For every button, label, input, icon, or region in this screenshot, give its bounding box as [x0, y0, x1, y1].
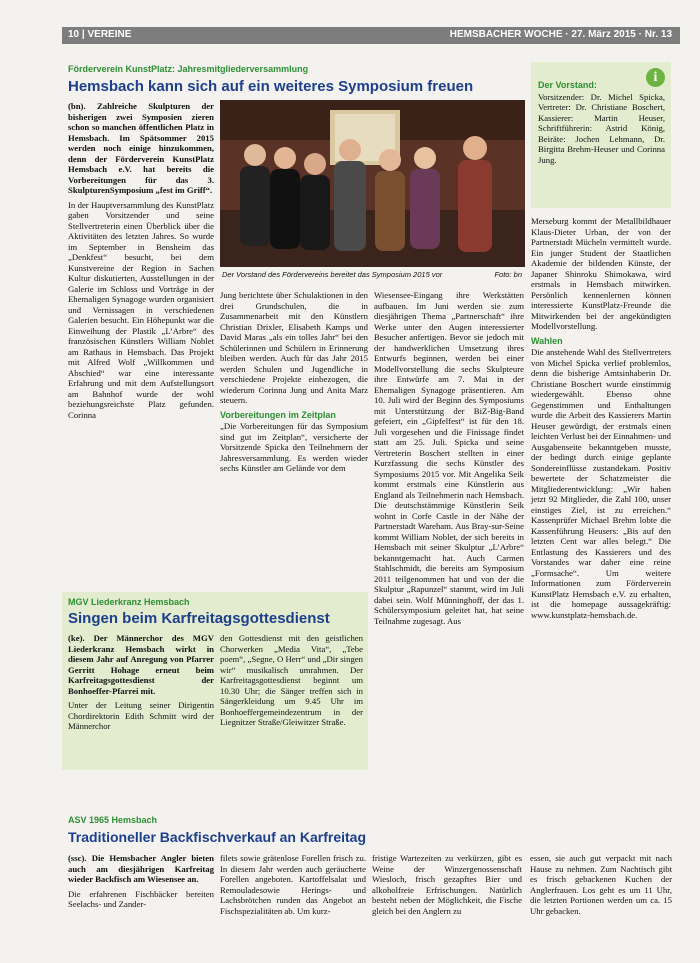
article1-col4-text: Merseburg kommt der Metallbildhauer Klaus-Dieter Urban, der von der Partnerstadt Mücheln vermittelt wurde. Ein junger Student der Staatlichen Akademie der bildenden Künste, der Japaner Shinroku Shimokawa, wird erstmals in Hemsbach mitwirken. Persönlich kennenlernen können interessierte KunstPlatz-Freunde die Mitwirkenden bei der angekündigten Modellvorstellung.: [531, 216, 671, 331]
article3-column-2: [220, 853, 366, 916]
header-section: 10 | VEREINE: [68, 29, 132, 40]
article3-col3-text: fristige Wartezeiten zu verkürzen, gibt es Weine der Winzergenossenschaft Wiesloch, frisch gezapftes Bier und alkoholfreie Erfrischungen. Natürlich besteht neben der Möglichkeit, die Fische gleich bei den Anglern zu: [372, 853, 522, 916]
article3-column-3: [372, 853, 522, 916]
article3-headline: Traditioneller Backfischverkauf an Karfreitag: [68, 829, 366, 845]
article2-headline: Singen beim Karfreitagsgottesdienst: [68, 610, 330, 627]
article2-lead: (ke). Der Männerchor des MGV Liederkranz Hemsbach wirkt in diesem Jahr auf Anregung von Pfarrer Gerritt Hohage erneut beim Karfreitagsgottesdienst der Bonhoeffer-Pfarrei mit.: [68, 633, 214, 696]
article2-col2-text: den Gottesdienst mit den geistlichen Chorwerken „Media Vita“, „Tebe poem“, „Segne, O Herr“ und „Dir singen wir“ musikalisch umrahmen. Der Karfreitagsgottesdienst beginnt um 10.30 Uhr; die Sänger treffen sich in Sängerkleidung um 9.45 Uhr im Bonhoeffergemeindezentrum in der Liegnitzer Straße/Gleiwitzer Straße.: [220, 633, 363, 727]
photo-credit: Foto: bn: [494, 270, 522, 279]
article3-col4-text: essen, sie auch gut verpackt mit nach Hause zu nehmen. Zum Nachtisch gibt es frisch gebackenen Kuchen der Anglerfrauen. Los geht es um 11 Uhr, die letzten Portionen werden um ca. 15 Uhr gebacken.: [530, 853, 672, 916]
header-publication: HEMSBACHER WOCHE · 27. März 2015 · Nr. 13: [449, 29, 672, 40]
article1-kicker: Förderverein KunstPlatz: Jahresmitgliederversammlung: [68, 64, 309, 74]
board-photo-image: [220, 100, 525, 267]
info-icon: i: [646, 68, 665, 87]
article1-lead: (bn). Zahlreiche Skulpturen der bisherigen zwei Symposien zieren schon so manchen öffentlichen Platz in Hemsbach. Im Spätsommer 2015 werden noch einige hinzukommen, denn der Förderverein KunstPlatz Hemsbach e.V. hat bereits die Vorbereitungen für das 3. SkulpturenSymposium „fest im Griff“.: [68, 101, 214, 195]
photo-caption-text: Der Vorstand des Fördervereins bereitet das Symposium 2015 vor: [222, 270, 443, 279]
article3-col2-text: filets sowie grätenlose Forellen frisch zu. In diesem Jahr werden auch geräucherte Forellen angeboten. Kartoffelsalat und Remouladesowie Herings- und Lachsbrötchen runden das Angebot an Fischspezialitäten ab. Um kurz-: [220, 853, 366, 916]
article1-column-2: [220, 290, 368, 474]
article2-col1-text: Unter der Leitung seiner Dirigentin Chordirektorin Edith Schmitt wird der Männerchor: [68, 700, 214, 731]
vorstand-title: Der Vorstand:: [538, 80, 597, 90]
article1-col4-text2: Die anstehende Wahl des Stellvertreters von Michel Spicka verlief problemlos, denn die bisherige Amtsinhaberin Dr. Christiane Boschert wurde einstimmig wiedergewählt. Ebenso ohne Gegenstimmen und Enthaltungen wurde die Arbeit des Kassierers Martin Heuser gewürdigt, der erstmals einen leichten Verlust bei der Einnahmen- und Ausgabenseite bekanntgeben musste, der bedingt durch einige geplante Sondereinflüsse zustandekam. Positiv bewertete der Schatzmeister die Mitgliederentwicklung: „Wir haben jetzt 92 Mitglieder, die Zahl 100, unser einstiges Ziel, ist zu erreichen.“ Kassenprüfer Michael Brehm lobte die Kassenführung Heusers: „Bis auf den letzten Cent war alles belegt.“ Die Entlastung des Kassierers und des Vorstandes war daher eine reine „Formsache“. Um weitere Informationen zum Förderverein KunstPlatz Hemsbach e.V. zu erhalten, ist die homepage aussagekräftig: www.kunstplatz-hemsbach.de.: [531, 347, 672, 620]
page-header: [62, 27, 680, 44]
vorstand-box-content: [538, 80, 665, 165]
article1-subhead-zeitplan: Vorbereitungen im Zeitplan: [220, 409, 336, 420]
article1-column-3: [374, 290, 524, 626]
vorstand-text: Vorsitzender: Dr. Michel Spicka, Vertreter: Dr. Christiane Boschert, Kassierer: Martin Heuser, Schriftführerin: Astrid König, Beiräte: Jochen Lehmann, Dr. Birgitta Brehm-Heuser und Corinna Jung.: [538, 91, 665, 165]
article3-column-1: [68, 853, 214, 910]
article3-column-4: [530, 853, 672, 916]
article3-col1-text: Die erfahrenen Fischbäcker bereiten Seelachs- und Zander-: [68, 888, 214, 909]
board-photo: [220, 100, 525, 267]
article1-column-4: [531, 216, 671, 620]
article2-column-2: [220, 633, 363, 728]
photo-caption: [222, 270, 522, 279]
article1-col2-text2: „Die Vorbereitungen für das Symposium sind gut im Zeitplan“, versicherte der Vorsitzende Spicka den Teilnehmern der Jahresversammlung. Es werden wieder sechs Künstler am Gelände vor dem: [220, 421, 368, 473]
article1-headline: Hemsbach kann sich auf ein weiteres Symposium freuen: [68, 78, 474, 95]
article1-subhead-wahlen: Wahlen: [531, 335, 563, 346]
article3-kicker: ASV 1965 Hemsbach: [68, 815, 158, 825]
article3-lead: (ssc). Die Hemsbacher Angler bieten auch am diesjährigen Karfreitag wieder Backfisch am Wiesensee an.: [68, 853, 214, 884]
article1-col2-text: Jung berichtete über Schulaktionen in den drei Grundschulen, die in Zusammenarbeit mit den Künstlern Christian Drixler, Elisabeth Kamps und David Maras „als ein tolles Jahr“ bei den Schülerinnen und Schülern in Erinnerung bleiben werden. Auch für das Jahr 2015 werden Schulen und Jugendliche in verschiedene Projekte einbezogen, die wiederum Corinna Jung und Anita Marz steuern.: [220, 290, 368, 405]
article1-col3-text: Wiesensee-Eingang ihre Werkstätten aufbauen. Im Juni werden sie zum diesjährigen Thema „Partnerschaft“ ihre Werke unter den Augen interessierter Besucher anfertigen. Bevor sie jedoch mit der handwerklichen Umsetzung ihres Entwurfs beginnen, werden bei einer Modellvorstellung die sechs Skulpteure ihre Entwürfe am 7. Mai in der Ehemaligen Synagoge präsentieren. Am 10. Juli wird der Beginn des Symposiums mit Unterstützung der BiZ-Big-Band gefeiert, ein „Gipfelfest“ ist für den 18. Juli vorgesehen und die Finissage findet statt am 25. Juli. Spicka und seine Vertreterin Boschert stellten in einer Kurzfassung die sechs Künstler des Symposiums 2015 vor. Mit Angelika Seik kommt erstmals eine Künstlerin aus England als Teilnehmerin nach Hemsbach. Die deutschstämmige Künstlerin Seik wohnt in Corfe Castle in der Nähe der Partnerstadt Wareham. Aus Bray-sur-Seine kommt William Noblet, der sich bereits in Hemsbach mit seiner Skulptur „L’Arbre“ bekanntgemacht hat. Auch Carmen Stahlschmidt, die bereits am Symposium 2011 teilgenommen hat und von der die Skulptur „Rapunzel“ stammt, wird im Juli dabei sein. Wolf Münninghoff, der das 1. Schülersymposium geleitet hat, hat seine Teilnahme zugesagt. Aus: [374, 290, 524, 626]
article1-column-1: [68, 101, 214, 420]
article1-col1-text: In der Hauptversammlung des KunstPlatz gaben Vorsitzender und seine Stellvertreterin einen Überblick über die Aktivitäten des letzten Jahres. So wurde im September in Bensheim das „Denkfest“ besucht, bei dem Kunstvereine der Region in Sachen Kultur diskutierten, Ausstellungen in der Galerie im Schloss und Vorträge in der Ehemaligen Synagoge wurden organisiert und Vernissagen in verschiedenen Galerien besucht. Ein Höhepunkt war die Einweihung der Plastik „L’Arbre“ des französischen Künstlers William Noblet am Rathaus in Hemsbach. Das Projekt mit Alfred Wolf „Willkommen und Abschied“ war eine interessante Erfahrung und mit dem Aufstellungsort am Bahnhof wurde der wohl beziehungsreichste Platz gefunden. Corinna: [68, 199, 214, 420]
article2-kicker: MGV Liederkranz Hemsbach: [68, 597, 190, 607]
article2-column-1: [68, 633, 214, 732]
